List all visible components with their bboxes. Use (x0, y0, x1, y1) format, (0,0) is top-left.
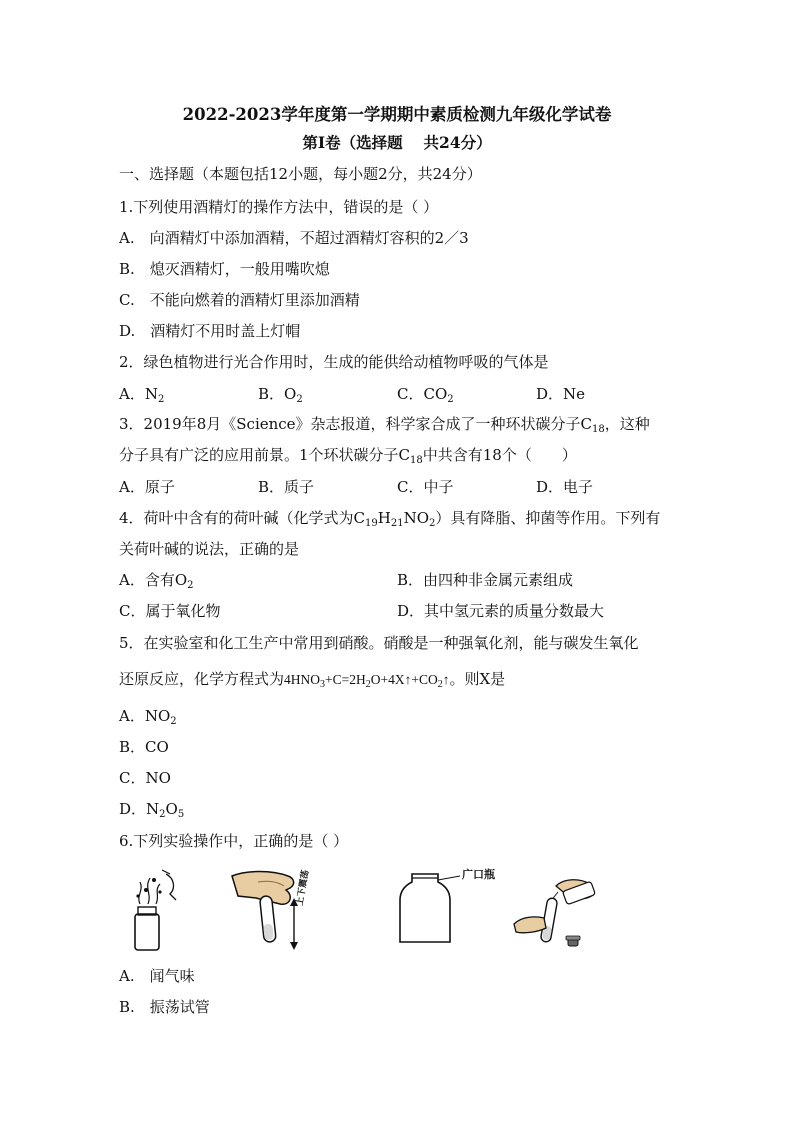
q5-option-b: B．CO (119, 738, 169, 756)
q5-stem-line2: 还原反应，化学方程式为$4HNO_3+C=2H_2O+4X↑+CO_2↑$。则X是 (119, 670, 506, 690)
figure-smell-gas (118, 866, 188, 954)
figure-pour-liquid (510, 872, 602, 952)
page-title: 2022-2023学年度第一学期期中素质检测九年级化学试卷 (182, 105, 612, 124)
figure-bottle-label: 广口瓶 (462, 869, 495, 881)
q3-option-a: A．原子 (119, 478, 175, 496)
q3-option-d: D．电子 (536, 478, 594, 496)
q4-option-b: B．由四种非金属元素组成 (397, 571, 574, 589)
q3-option-b: B．质子 (258, 478, 315, 496)
q5-option-d: D．$N_2O_5$ (119, 800, 185, 820)
figure-wide-mouth-bottle (398, 864, 508, 946)
q6-option-a: A. 闻气味 (119, 967, 195, 985)
q6-option-b: B. 振荡试管 (119, 998, 210, 1016)
q3-option-c: C．中子 (397, 478, 454, 496)
q4-stem-line2: 关荷叶碱的说法，正确的是 (119, 540, 300, 558)
q4-option-a: A．含有$O_2$ (119, 571, 194, 591)
section-subtitle: 第Ⅰ卷（选择题 共24分） (302, 133, 492, 152)
q4-stem-line1: 4．荷叶中含有的荷叶碱（化学式为$C_{19}H_{21}NO_2$）具有降脂、抑菌等作用。下列有 (119, 509, 661, 529)
q2-option-b: B．$O_2$ (258, 385, 303, 405)
q4-option-c: C．属于氧化物 (119, 602, 221, 620)
section-heading: 一、选择题（本题包括12小题，每小题2分，共24分） (119, 165, 482, 183)
q5-equation: $4HNO_3+C=2H_2O+4X↑+CO_2↑$ (284, 672, 450, 690)
figure-shake-tube (228, 866, 320, 954)
q6-stem: 6.下列实验操作中，正确的是（ ） (119, 832, 349, 850)
q1-option-c: C. 不能向燃着的酒精灯里添加酒精 (119, 291, 360, 309)
q2-stem: 2．绿色植物进行光合作用时，生成的能供给动植物呼吸的气体是 (119, 353, 549, 371)
q5-option-a: A．$NO_2$ (119, 707, 177, 727)
q5-stem-line1: 5．在实验室和化工生产中常用到硝酸。硝酸是一种强氧化剂，能与碳发生氧化 (119, 634, 639, 652)
q3-stem-line1: 3．2019年8月《Science》杂志报道，科学家合成了一种环状碳分子$C_{18}$，这种 (119, 415, 650, 435)
q1-option-d: D. 酒精灯不用时盖上灯帽 (119, 322, 301, 340)
figure-shake-label: 上下震荡 (294, 869, 311, 907)
q2-option-d: D．Ne (536, 385, 586, 403)
q2-option-a: A．$N_2$ (119, 385, 165, 405)
q1-stem: 1.下列使用酒精灯的操作方法中，错误的是（ ） (119, 198, 439, 216)
q3-stem-line2: 分子具有广泛的应用前景。1个环状碳分子$C_{18}$中共含有18个（ ） (119, 446, 577, 466)
q1-option-a: A. 向酒精灯中添加酒精，不超过酒精灯容积的2／3 (119, 229, 469, 247)
q4-option-d: D．其中氢元素的质量分数最大 (397, 602, 605, 620)
q2-option-c: C．$CO_2$ (397, 385, 454, 405)
q5-option-c: C．NO (119, 769, 171, 787)
q1-option-b: B. 熄灭酒精灯，一般用嘴吹熄 (119, 260, 330, 278)
